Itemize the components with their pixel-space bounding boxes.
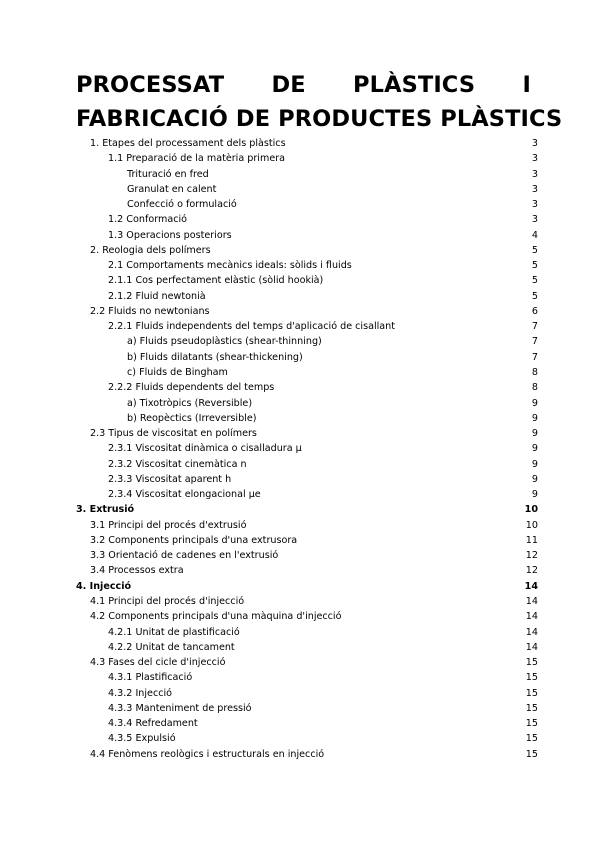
toc-entry-page: 12: [525, 550, 538, 562]
toc-entry[interactable]: [0, 441, 600, 456]
toc-entry-page: 14: [525, 595, 538, 607]
toc-entry-page: 9: [531, 443, 538, 455]
toc-entry-title: 4.4 Fenòmens reològics i estructurals en injecció: [90, 748, 325, 760]
toc-entry-title: 2.3.3 Viscositat aparent h: [108, 473, 232, 485]
toc-entry-title: 4.3.4 Refredament: [108, 718, 198, 730]
toc-entry-page: 15: [525, 672, 538, 684]
toc-entry-page: 3: [531, 168, 538, 180]
toc-entry-title: 4.1 Principi del procés d'injecció: [90, 595, 245, 607]
toc-entry-page: 15: [525, 702, 538, 714]
toc-entry-page: 15: [525, 718, 538, 730]
title-line-1: [76, 68, 531, 102]
toc-entry-page: 3: [531, 183, 538, 195]
toc-entry[interactable]: [0, 197, 600, 212]
toc-entry-page: 15: [525, 687, 538, 699]
toc-entry[interactable]: [0, 533, 600, 548]
toc-entry-title: 2. Reologia dels polímers: [90, 244, 211, 256]
toc-entry-title: 2.3.2 Viscositat cinemàtica n: [108, 458, 247, 470]
toc-entry[interactable]: [0, 334, 600, 349]
toc-entry-page: 7: [531, 321, 538, 333]
toc-entry-page: 9: [531, 428, 538, 440]
toc-entry-page: 15: [525, 748, 538, 760]
title-line-2: FABRICACIÓ DE PRODUCTES PLÀSTICS: [76, 106, 563, 132]
toc-entry[interactable]: [0, 594, 600, 609]
toc-entry[interactable]: [0, 228, 600, 243]
toc-entry-title: 2.3.4 Viscositat elongacional μe: [108, 489, 261, 501]
toc-entry-page: 3: [531, 199, 538, 211]
toc-entry-page: 9: [531, 489, 538, 501]
toc-entry-page: 3: [531, 138, 538, 149]
toc-entry-title: a) Fluids pseudoplàstics (shear-thinning): [127, 336, 322, 348]
toc-entry[interactable]: [0, 518, 600, 533]
title-word: I: [522, 72, 531, 98]
toc-entry[interactable]: [0, 640, 600, 655]
toc-entry-title: 2.1.1 Cos perfectament elàstic (sòlid hookià): [108, 275, 324, 287]
toc-entry-title: 2.1.2 Fluid newtonià: [108, 290, 206, 302]
toc-entry-page: 9: [531, 458, 538, 470]
toc-entry-title: 1.1 Preparació de la matèria primera: [108, 153, 286, 165]
toc-entry-title: Granulat en calent: [127, 183, 217, 195]
toc-entry[interactable]: [0, 426, 600, 441]
toc-entry-title: 4.3.2 Injecció: [108, 687, 173, 699]
toc-entry[interactable]: [0, 243, 600, 258]
toc-entry[interactable]: [0, 609, 600, 624]
toc-entry-title: 1. Etapes del processament dels plàstics: [90, 138, 286, 149]
toc-entry-title: Confecció o formulació: [127, 199, 237, 211]
toc-entry[interactable]: [0, 670, 600, 685]
toc-entry[interactable]: [0, 212, 600, 227]
toc-entry[interactable]: [0, 686, 600, 701]
toc-entry-title: 3.4 Processos extra: [90, 565, 184, 577]
toc-entry[interactable]: [0, 304, 600, 319]
title-word: DE: [271, 72, 306, 98]
table-of-contents: [0, 136, 600, 762]
toc-entry-page: 4: [531, 229, 538, 241]
toc-entry-title: 4.3 Fases del cicle d'injecció: [90, 657, 226, 669]
toc-entry[interactable]: [0, 731, 600, 746]
toc-entry-title: 2.3.1 Viscositat dinàmica o cisalladura μ: [108, 443, 302, 455]
toc-entry-page: 10: [525, 519, 538, 531]
toc-entry-page: 14: [525, 611, 538, 623]
toc-entry[interactable]: [0, 563, 600, 578]
toc-entry-title: b) Reopèctics (Irreversible): [127, 412, 257, 424]
toc-entry-title: 2.3 Tipus de viscositat en polímers: [90, 428, 257, 440]
toc-entry[interactable]: [0, 380, 600, 395]
toc-entry-page: 6: [531, 305, 538, 317]
toc-entry[interactable]: [0, 487, 600, 502]
toc-entry-title: 2.2.1 Fluids independents del temps d'aplicació de cisallant: [108, 321, 396, 333]
toc-entry[interactable]: [0, 319, 600, 334]
toc-entry[interactable]: [0, 182, 600, 197]
toc-entry[interactable]: [0, 258, 600, 273]
toc-entry[interactable]: [0, 151, 600, 166]
toc-entry[interactable]: [0, 747, 600, 762]
toc-entry-page: 14: [524, 580, 538, 592]
toc-entry-page: 10: [524, 504, 538, 516]
toc-entry-title: 3.2 Components principals d'una extrusora: [90, 534, 298, 546]
toc-entry-title: 4.3.3 Manteniment de pressió: [108, 702, 252, 714]
toc-entry-title: b) Fluids dilatants (shear-thickening): [127, 351, 303, 363]
toc-entry[interactable]: [0, 655, 600, 670]
toc-entry[interactable]: [0, 548, 600, 563]
toc-entry-page: 5: [531, 290, 538, 302]
toc-entry-title: 4.2.2 Unitat de tancament: [108, 641, 235, 653]
toc-entry[interactable]: [0, 411, 600, 426]
toc-entry[interactable]: [0, 579, 600, 594]
toc-entry[interactable]: [0, 350, 600, 365]
toc-entry-title: 4.2 Components principals d'una màquina d'injecció: [90, 611, 342, 623]
toc-entry[interactable]: [0, 365, 600, 380]
toc-entry-page: 12: [525, 565, 538, 577]
toc-entry-title: 4. Injecció: [76, 580, 132, 592]
toc-entry[interactable]: [0, 457, 600, 472]
toc-entry-title: 4.3.1 Plastificació: [108, 672, 193, 684]
toc-entry-title: 4.3.5 Expulsió: [108, 733, 176, 745]
title-word: PROCESSAT: [76, 72, 225, 98]
toc-entry[interactable]: [0, 472, 600, 487]
toc-entry-title: 4.2.1 Unitat de plastificació: [108, 626, 240, 638]
toc-entry-page: 14: [525, 626, 538, 638]
toc-entry-page: 8: [531, 382, 538, 394]
toc-entry-page: 8: [531, 366, 538, 378]
toc-entry-title: 3.1 Principi del procés d'extrusió: [90, 519, 247, 531]
toc-entry-title: 2.2.2 Fluids dependents del temps: [108, 382, 275, 394]
toc-entry-page: 7: [531, 351, 538, 363]
toc-entry-page: 14: [525, 641, 538, 653]
title-word: PLÀSTICS: [353, 72, 476, 98]
toc-entry-page: 9: [531, 397, 538, 409]
toc-entry[interactable]: [0, 136, 600, 151]
toc-entry-page: 15: [525, 657, 538, 669]
toc-entry-page: 5: [531, 244, 538, 256]
toc-entry-title: 1.2 Conformació: [108, 214, 188, 226]
toc-entry[interactable]: [0, 289, 600, 304]
toc-entry[interactable]: [0, 396, 600, 411]
toc-entry[interactable]: [0, 167, 600, 182]
toc-entry-page: 9: [531, 473, 538, 485]
toc-entry[interactable]: [0, 273, 600, 288]
toc-entry-title: 2.2 Fluids no newtonians: [90, 305, 210, 317]
toc-entry[interactable]: [0, 701, 600, 716]
toc-entry-title: 3. Extrusió: [76, 504, 135, 516]
toc-entry-title: 2.1 Comportaments mecànics ideals: sòlids i fluids: [108, 260, 352, 272]
toc-entry-page: 3: [531, 153, 538, 165]
toc-entry-title: c) Fluids de Bingham: [127, 366, 228, 378]
toc-entry-page: 7: [531, 336, 538, 348]
toc-entry-title: Trituració en fred: [127, 168, 209, 180]
toc-entry-page: 11: [525, 534, 538, 546]
toc-entry-page: 5: [531, 260, 538, 272]
toc-entry[interactable]: [0, 716, 600, 731]
toc-entry-page: 9: [531, 412, 538, 424]
toc-entry-page: 3: [531, 214, 538, 226]
toc-entry[interactable]: [0, 502, 600, 517]
toc-entry-title: 1.3 Operacions posteriors: [108, 229, 232, 241]
toc-entry-page: 5: [531, 275, 538, 287]
toc-entry-page: 15: [525, 733, 538, 745]
toc-entry-title: a) Tixotròpics (Reversible): [127, 397, 253, 409]
toc-entry[interactable]: [0, 625, 600, 640]
toc-entry-title: 3.3 Orientació de cadenes en l'extrusió: [90, 550, 279, 562]
document-title: [76, 68, 563, 136]
